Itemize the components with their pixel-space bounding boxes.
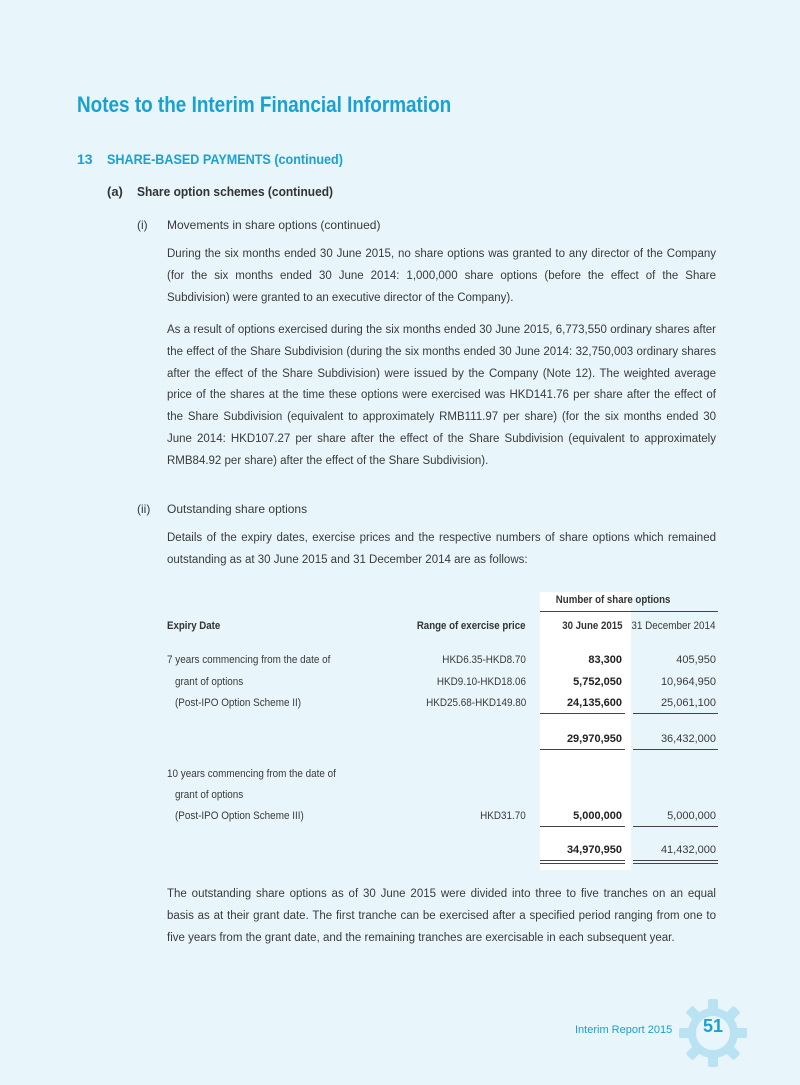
table-cell: HKD25.68-HKD149.80 [425, 697, 526, 709]
table-cell: 83,300 [588, 654, 622, 666]
total-rule [540, 826, 625, 827]
table-cell: 10,964,950 [660, 676, 716, 688]
total-double-underline [540, 860, 625, 864]
share-options-table [167, 592, 718, 872]
footer-report-label: Interim Report 2015 [575, 1024, 673, 1036]
item-ii-label: (ii) [137, 502, 151, 516]
paragraph-options-exercised: As a result of options exercised during the six months ended 30 June 2015, 6,773,550 ordinary shares after the effect of the Share Subdivision (during the six months ended 30 June 2014: 32,750,003 ordinary shares after the effect of the Share Subdivision) were issued by the Company (Note 12). The weighted average price of the shares at the time these options were exercised was HKD141.76 per share after the effect of the Share Subdivision (equivalent to approximately RMB111.97 per share) (for the six months ended 30 June 2014: HKD107.27 per share after the effect of the Share Subdivision (equivalent to approximately RMB84.92 per share) after the effect of the Share Subdivision). [167, 324, 716, 467]
table-cell: HKD9.10-HKD18.06 [436, 676, 526, 688]
subsection-title: Share option schemes (continued) [137, 184, 334, 199]
table-cell: 5,000,000 [573, 810, 622, 822]
table-cell: 24,135,600 [566, 697, 622, 709]
paragraph-outstanding-intro: Details of the expiry dates, exercise prices and the respective numbers of share options which remained outstanding as at 30 June 2015 and 31 December 2014 are as follows: [167, 532, 716, 566]
item-i-label: (i) [137, 218, 148, 232]
total-double-underline [633, 860, 718, 864]
grand-total-dec: 41,432,000 [660, 844, 716, 856]
group1-label-line3: (Post-IPO Option Scheme II) [175, 697, 301, 709]
section-number: 13 [77, 151, 93, 167]
header-expiry-date: Expiry Date [167, 620, 221, 632]
group1-subtotal-jun: 29,970,950 [566, 733, 622, 745]
page-number: 51 [702, 1016, 724, 1036]
item-ii-title: Outstanding share options [167, 502, 308, 516]
group-header: Number of share options [555, 594, 671, 606]
subsection-label: (a) [107, 184, 123, 199]
table-cell: 5,000,000 [667, 810, 716, 822]
header-30-june-2015: 30 June 2015 [561, 620, 622, 632]
grand-total-jun: 34,970,950 [566, 844, 622, 856]
table-cell: 405,950 [676, 654, 716, 666]
table-cell: HKD31.70 [480, 810, 526, 822]
subtotal-underline [540, 749, 625, 750]
table-cell: 25,061,100 [660, 697, 716, 709]
table-cell: 5,752,050 [573, 676, 622, 688]
group2-label-line2: grant of options [175, 789, 244, 801]
item-i-title: Movements in share options (continued) [167, 218, 381, 232]
group2-label-line1: 10 years commencing from the date of [167, 768, 336, 780]
paragraph-director-grants: During the six months ended 30 June 2015, no share options was granted to any director of the Company (for the six months ended 30 June 2014: 1,000,000 share options (before the effect of the Share Subdivision) were granted to an executive director of the Company). [167, 248, 716, 304]
group1-label-line1: 7 years commencing from the date of [167, 654, 331, 666]
header-exercise-price: Range of exercise price [417, 620, 526, 632]
page-title: Notes to the Interim Financial Information [77, 92, 452, 117]
group1-label-line2: grant of options [175, 676, 244, 688]
group-header-rule [540, 611, 718, 612]
group1-subtotal-dec: 36,432,000 [660, 733, 716, 745]
highlight-column [540, 592, 631, 870]
subtotal-underline [633, 749, 718, 750]
section-title: SHARE-BASED PAYMENTS (continued) [107, 151, 343, 167]
paragraph-tranches: The outstanding share options as of 30 June 2015 were divided into three to five tranches on an equal basis as at their grant date. The first tranche can be exercised after a specified period ranging from one to five years from the grant date, and the remaining tranches are exercisable in each subsequent year. [167, 888, 716, 944]
header-31-december-2014: 31 December 2014 [631, 620, 716, 632]
table-cell: HKD6.35-HKD8.70 [442, 654, 526, 666]
total-rule [633, 826, 718, 827]
group2-label-line3: (Post-IPO Option Scheme III) [175, 810, 304, 822]
subtotal-rule [633, 713, 718, 714]
subtotal-rule [540, 713, 625, 714]
